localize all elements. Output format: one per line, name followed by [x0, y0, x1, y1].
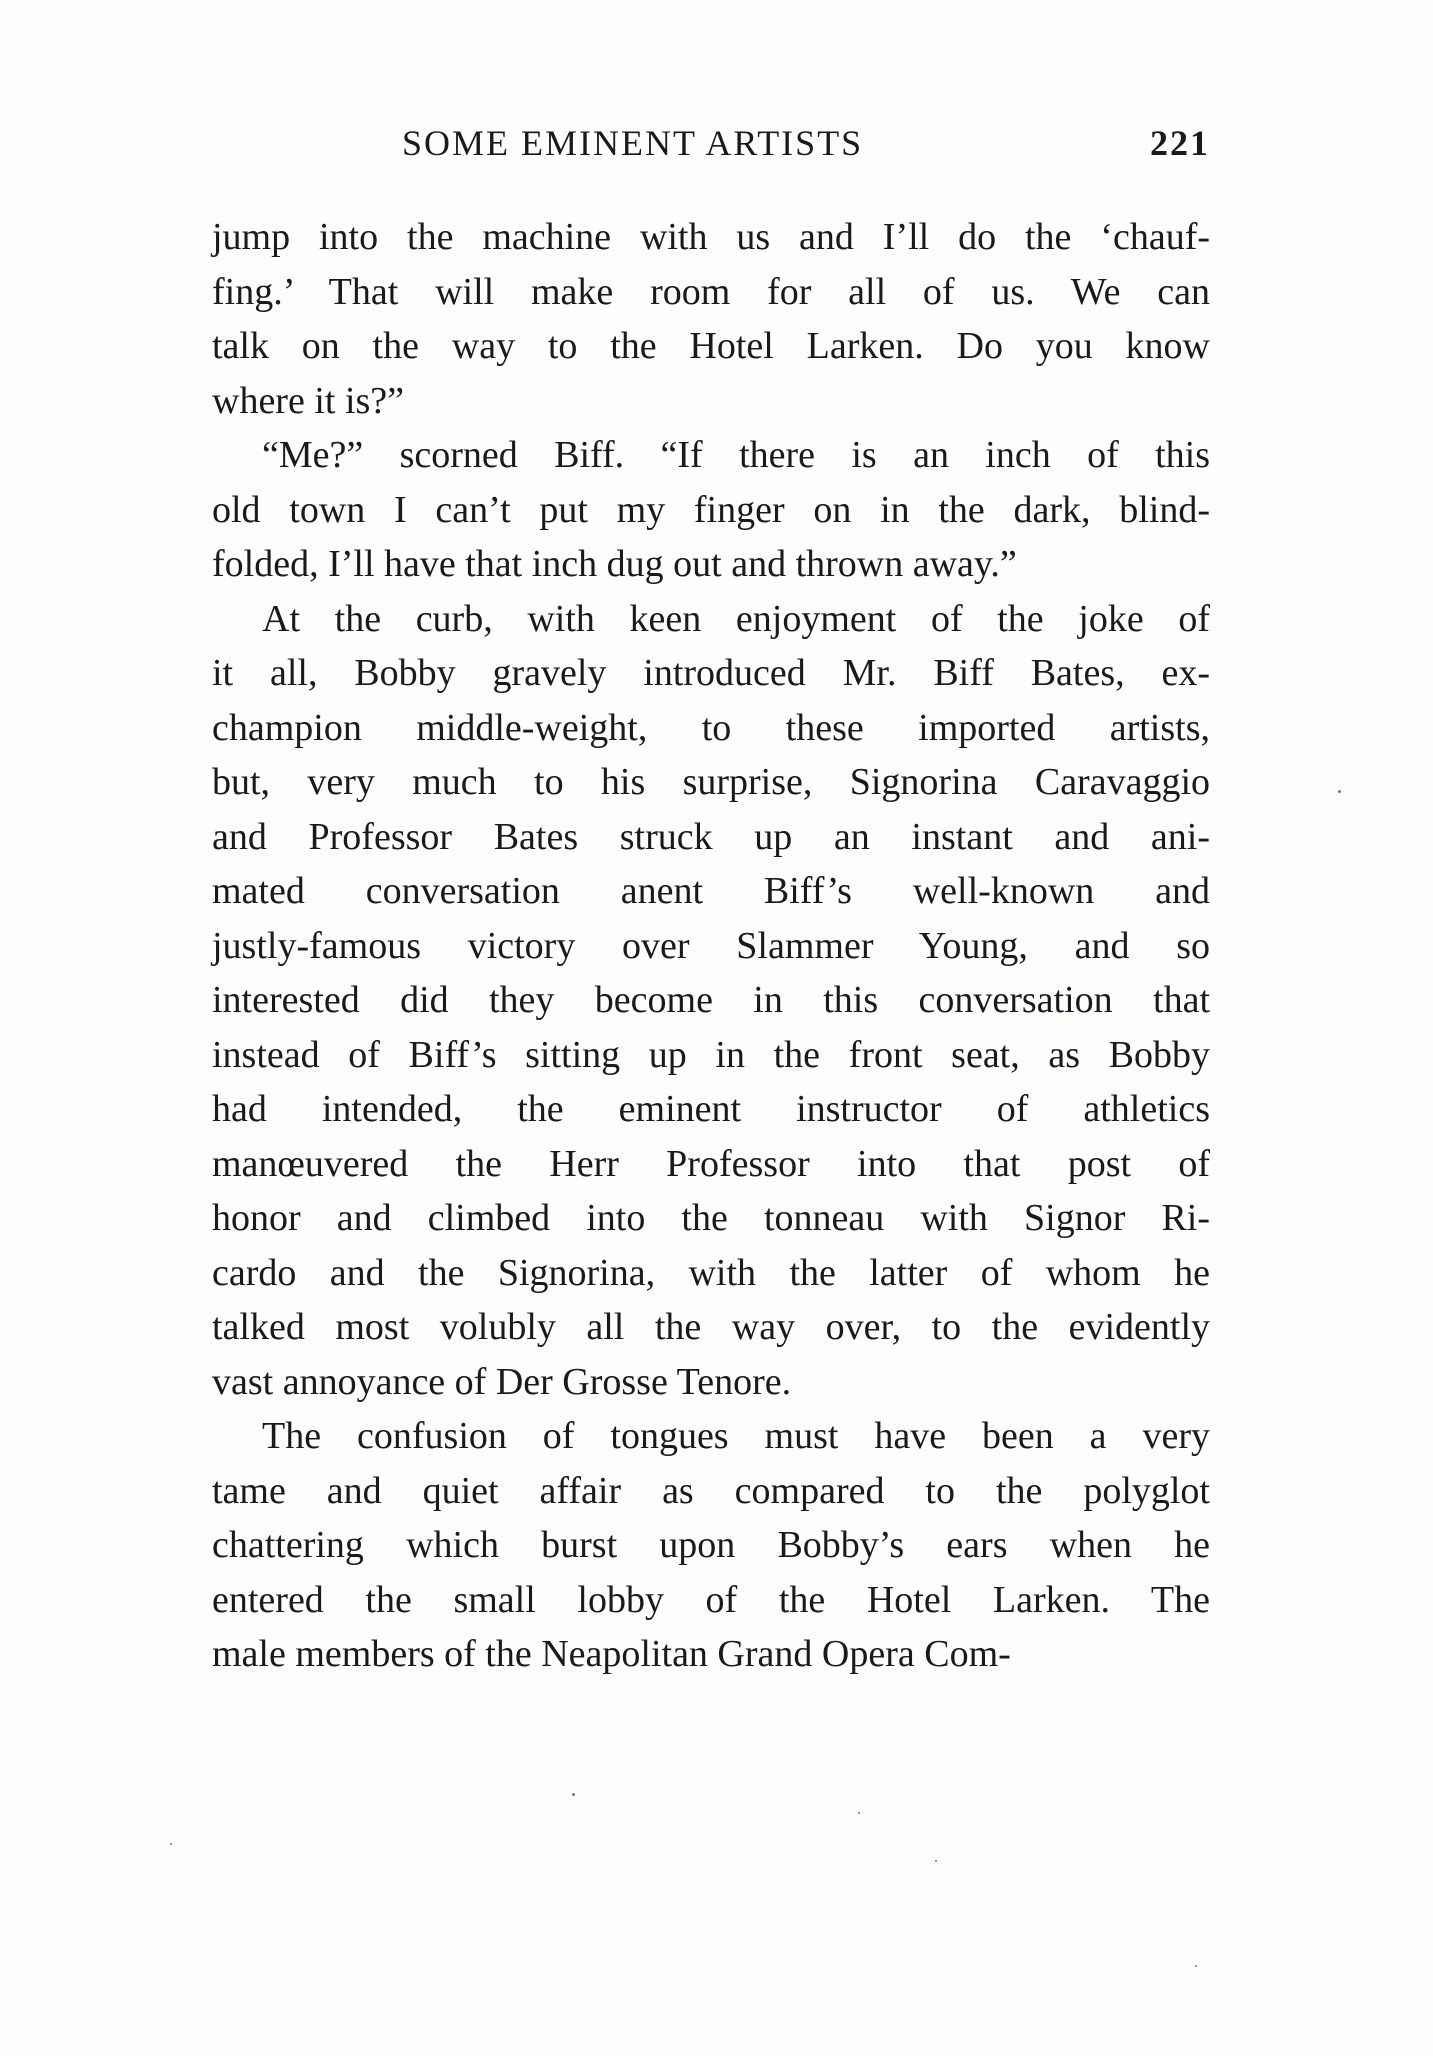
paper-speck — [572, 1793, 575, 1796]
paragraph — [212, 210, 1210, 428]
body-text — [212, 210, 1210, 1682]
running-title: SOME EMINENT ARTISTS — [402, 123, 864, 163]
text-line: entered the small lobby of the Hotel Larken. The — [212, 1578, 1210, 1621]
paragraph — [212, 428, 1210, 592]
text-line: The confusion of tongues must have been a very — [262, 1415, 1210, 1457]
text-line: cardo and the Signorina, with the latter of whom he — [212, 1251, 1210, 1294]
text-line: manœuvered the Herr Professor into that post of — [212, 1142, 1210, 1185]
text-line: interested did they become in this conversation that — [212, 979, 1210, 1021]
paper-speck — [1338, 790, 1341, 793]
paragraph — [212, 592, 1210, 1410]
paper-speck — [935, 1860, 937, 1862]
text-line: honor and climbed into the tonneau with Signor Ri- — [212, 1197, 1210, 1239]
text-line: male members of the Neapolitan Grand Opera Com- — [212, 1633, 1011, 1675]
text-line: had intended, the eminent instructor of athletics — [212, 1088, 1210, 1130]
text-line: jump into the machine with us and I’ll do the ‘chauf- — [212, 216, 1210, 258]
text-line: instead of Biff’s sitting up in the front seat, as Bobby — [212, 1033, 1210, 1076]
paper-speck — [170, 1843, 172, 1845]
text-line: old town I can’t put my finger on in the dark, blind- — [212, 488, 1210, 531]
text-line: tame and quiet affair as compared to the polyglot — [212, 1469, 1210, 1512]
paper-speck — [858, 1812, 860, 1814]
text-line: “Me?” scorned Biff. “If there is an inch of this — [262, 434, 1210, 476]
text-line: vast annoyance of Der Grosse Tenore. — [212, 1360, 792, 1403]
text-line: justly-famous victory over Slammer Young, and so — [212, 924, 1210, 967]
text-line: but, very much to his surprise, Signorina Caravaggio — [212, 761, 1210, 803]
text-line: where it is?” — [212, 379, 405, 422]
text-line: fing.’ That will make room for all of us. We can — [212, 270, 1210, 313]
text-line: mated conversation anent Biff’s well-known and — [212, 870, 1210, 912]
running-head — [212, 122, 1210, 172]
text-line: champion middle-weight, to these imported artists, — [212, 706, 1210, 749]
text-line: it all, Bobby gravely introduced Mr. Biff Bates, ex- — [212, 652, 1210, 694]
paragraph — [212, 1409, 1210, 1682]
text-line: talked most volubly all the way over, to the evidently — [212, 1306, 1210, 1348]
text-line: and Professor Bates struck up an instant and ani- — [212, 815, 1210, 858]
page-number: 221 — [1150, 123, 1210, 163]
text-line: folded, I’ll have that inch dug out and thrown away.” — [212, 543, 1017, 585]
paper-speck — [1195, 1965, 1197, 1967]
text-line: talk on the way to the Hotel Larken. Do you know — [212, 325, 1210, 367]
text-line: At the curb, with keen enjoyment of the joke of — [262, 597, 1210, 640]
text-line: chattering which burst upon Bobby’s ears when he — [212, 1524, 1210, 1566]
